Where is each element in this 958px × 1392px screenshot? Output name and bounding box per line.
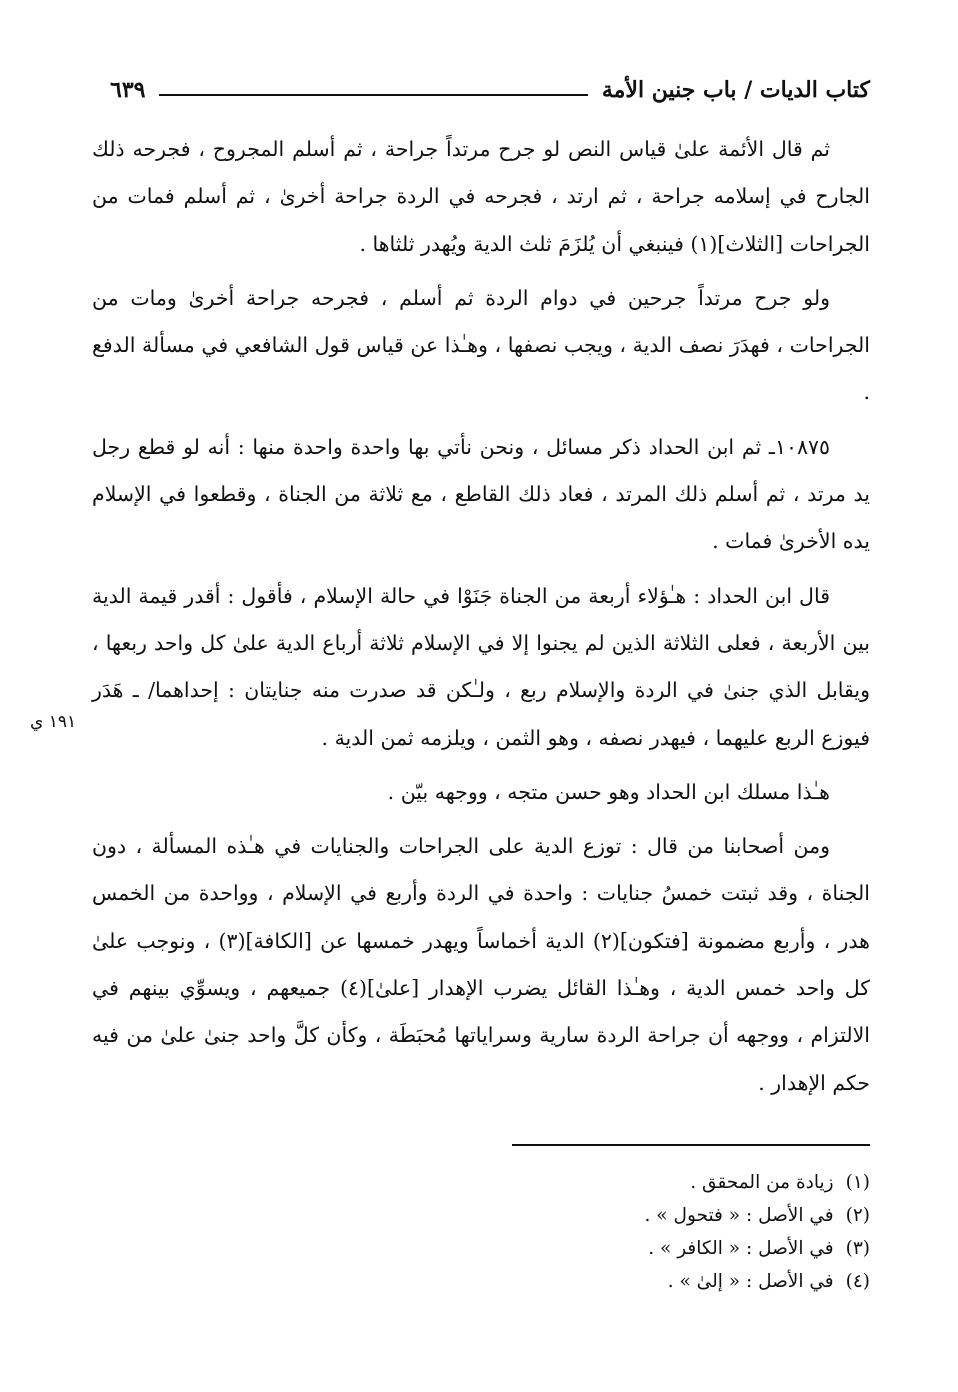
footnote-text: زيادة من المحقق .: [690, 1172, 834, 1193]
footnotes: [300, 1166, 870, 1298]
footnote-text: في الأصل : « إلىٰ » .: [667, 1271, 834, 1292]
paragraph: ١٠٨٧٥ـ ثم ابن الحداد ذكر مسائل ، ونحن نأتي بها واحدة واحدة منها : أنه لو قطع رجل يد مرتد ، ثم أسلم ذلك المرتد ، فعاد ذلك القاطع ، مع ثلاثة من الجناة ، وقطعوا في الإسلام يده الأخرىٰ فمات .: [92, 434, 870, 554]
paragraph: ثم قال الأئمة علىٰ قياس النص لو جرح مرتداً جراحة ، ثم أسلم المجروح ، فجرحه ذلك الجارح في إسلامه جراحة ، ثم ارتد ، فجرحه في الردة جراحة أخرىٰ ، ثم أسلم فمات من الجراحات [الثلاث](١) فينبغي أن يُلزَمَ ثلث الدية ويُهدر ثلثاها .: [92, 137, 870, 256]
paragraph: ومن أصحابنا من قال : توزع الدية على الجراحات والجنايات في هـٰذه المسألة ، دون الجناة ، وقد ثبتت خمسُ جنايات : واحدة في الردة وأربع في الإسلام ، وواحدة من الخمس هدر ، وأربع مضمونة [فتكون](٢) الدية أخماساً ويهدر خمسها عن [الكافة](٣) ، ونوجب علىٰ كل واحد خمس الدية ، وهـٰذا القائل يضرب الإهدار [علىٰ](٤) جميعهم ، ويسوِّي بينهم في الالتزام ، ووجهه أن جراحة الردة سارية وسراياتها مُحبَطَة ، وكأن كلَّ واحد جنىٰ علىٰ من فيه حكم الإهدار .: [92, 834, 870, 1095]
footnote-item: [300, 1166, 870, 1199]
margin-folio-note: ١٩١ ي: [30, 712, 77, 732]
footnote-item: [300, 1232, 870, 1265]
running-header: [110, 70, 870, 110]
paragraph: قال ابن الحداد : هـٰؤلاء أربعة من الجناة جَنَوْا في حالة الإسلام ، فأقول : أقدر قيمة الدية بين الأربعة ، فعلى الثلاثة الذين لم يجنوا إلا في الإسلام ثلاثة أرباع الدية علىٰ كل واحد ربعها ، ويقابل الذي جنىٰ في الردة والإسلام ربع ، ولـٰكن قد صدرت منه جنايتان : إحداهما/ ـ هَدَر فيوزع الربع عليهما ، فيهدر نصفه ، وهو الثمن ، ويلزمه ثمن الدية .: [92, 583, 870, 750]
footnote-number: (٢): [845, 1205, 870, 1226]
footnote-number: (٣): [845, 1238, 870, 1259]
footnote-number: (١): [845, 1172, 870, 1193]
main-text: [92, 126, 870, 1114]
page-number: ٦٣٩: [110, 77, 146, 103]
paragraph: ولو جرح مرتداً جرحين في دوام الردة ثم أسلم ، فجرحه جراحة أخرىٰ ومات من الجراحات ، فهدَرَ نصف الدية ، ويجب نصفها ، وهـٰذا عن قياس قول الشافعي في مسألة الدفع .: [92, 285, 870, 405]
footnote-item: [300, 1265, 870, 1298]
footnote-separator: [512, 1144, 870, 1146]
chapter-title: كتاب الديات / باب جنين الأمة: [601, 77, 870, 103]
footnote-item: [300, 1199, 870, 1232]
header-rule: [159, 94, 587, 96]
footnote-text: في الأصل : « فتحول » .: [644, 1205, 834, 1226]
paragraph: هـٰذا مسلك ابن الحداد وهو حسن متجه ، ووجهه بيّن .: [387, 779, 830, 804]
footnote-text: في الأصل : « الكافر » .: [648, 1238, 834, 1259]
footnote-number: (٤): [845, 1271, 870, 1292]
